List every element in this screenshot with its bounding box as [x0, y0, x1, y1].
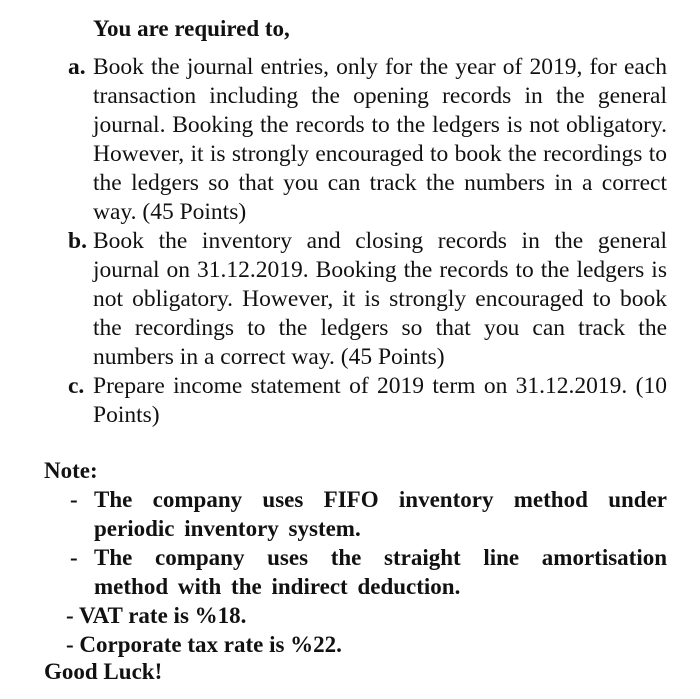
task-text: Book the journal entries, only for the year of 2019, for each transaction including the opening records in the general journal. Booking the records to the ledgers is not obligatory. However, it is strongly encouraged to book the recordings to the ledgers so that you can track the numbers in a correct way. (45 Points)	[93, 54, 667, 225]
task-list	[68, 53, 667, 430]
task-text: Prepare income statement of 2019 term on 31.12.2019. (10 Points)	[93, 373, 667, 428]
note-dash: -	[70, 487, 78, 512]
note-item-vat	[66, 601, 667, 630]
task-item-a	[68, 53, 667, 227]
task-item-c	[68, 372, 667, 430]
note-list	[66, 485, 667, 659]
task-item-b	[68, 227, 667, 372]
note-text: Corporate tax rate is %22.	[79, 632, 342, 657]
task-marker: a.	[68, 54, 86, 80]
closing-text: Good Luck!	[44, 659, 163, 684]
note-dash: -	[70, 545, 78, 570]
instructions-heading: You are required to,	[93, 16, 290, 41]
note-item-fifo	[66, 485, 667, 543]
task-text: Book the inventory and closing records in the general journal on 31.12.2019. Booking the records to the ledgers is not obligatory. However, it is strongly encouraged to book the recordings to the ledgers so that you can track the numbers in a correct way. (45 Points)	[93, 228, 667, 370]
note-dash: -	[66, 603, 79, 628]
note-item-amortisation	[66, 543, 667, 601]
note-text: VAT rate is %18.	[79, 603, 247, 628]
note-text: The company uses the straight line amortisation method with the indirect deduction.	[94, 545, 667, 599]
note-item-corporate-tax	[66, 630, 667, 659]
note-title: Note:	[44, 458, 98, 483]
note-text: The company uses FIFO inventory method under periodic inventory system.	[94, 487, 667, 541]
task-marker: c.	[68, 373, 85, 399]
note-dash: -	[66, 632, 80, 657]
task-marker: b.	[68, 228, 87, 254]
